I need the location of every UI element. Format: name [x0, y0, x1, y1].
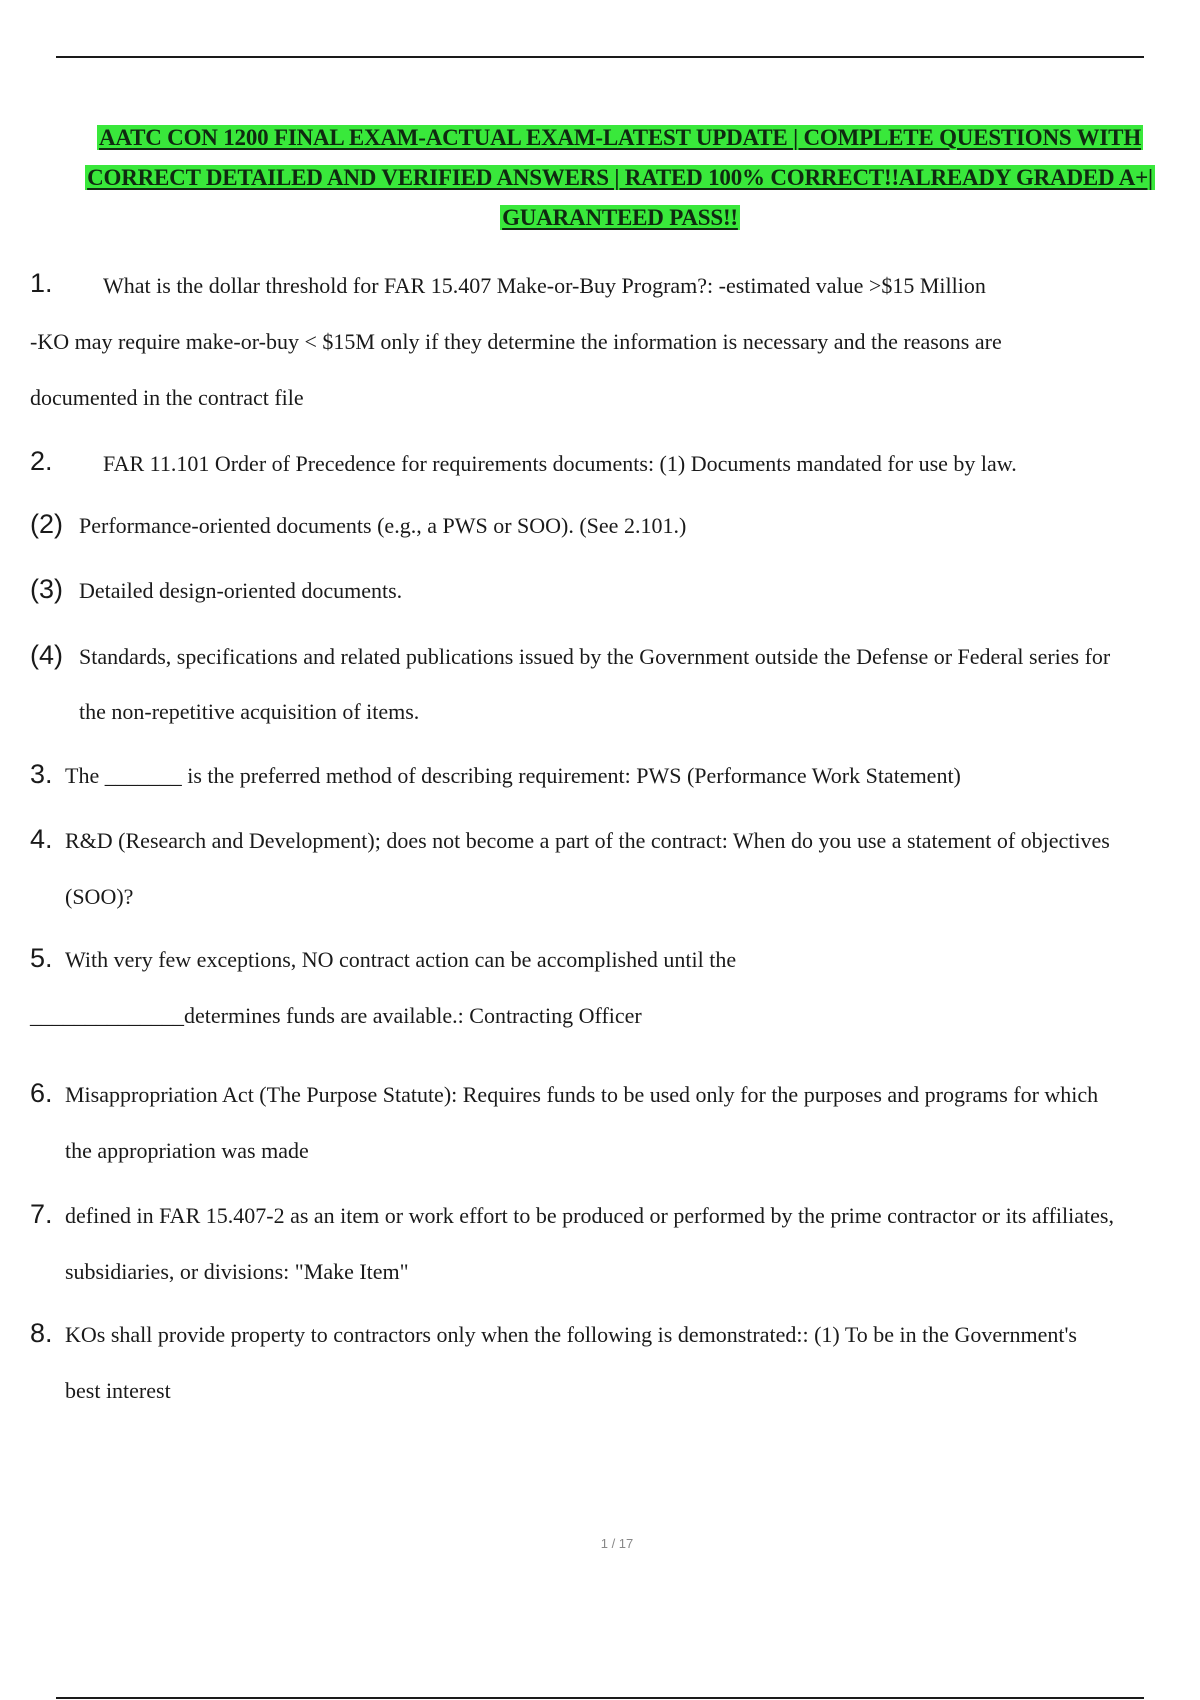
- question-text: documented in the contract file: [30, 385, 304, 410]
- question-number: 7.: [30, 1199, 53, 1229]
- question-number: 4.: [30, 824, 53, 854]
- question-text: What is the dollar threshold for FAR 15.407 Make-or-Buy Program?: -estimated value >$15 Million: [103, 273, 986, 298]
- title-line-1: AATC CON 1200 FINAL EXAM-ACTUAL EXAM-LATEST UPDATE | COMPLETE QUESTIONS WITH: [98, 125, 1142, 150]
- title-line-3: GUARANTEED PASS!!: [502, 205, 738, 230]
- question-text: ______________determines funds are available.: Contracting Officer: [30, 1003, 642, 1028]
- question-text: R&D (Research and Development); does not become a part of the contract: When do you use a statement of objectives: [65, 828, 1110, 853]
- subitem-text: Detailed design-oriented documents.: [79, 578, 403, 603]
- question-text: best interest: [65, 1378, 171, 1403]
- top-rule: [56, 56, 1144, 58]
- question-number: 8.: [30, 1318, 53, 1348]
- subitem-text: Performance-oriented documents (e.g., a PWS or SOO). (See 2.101.): [79, 513, 687, 538]
- question-text: The _______ is the preferred method of describing requirement: PWS (Performance Work Statement): [65, 763, 961, 788]
- question-text: With very few exceptions, NO contract action can be accomplished until the: [65, 947, 737, 972]
- subitem-label: (4): [30, 640, 63, 670]
- question-text: the appropriation was made: [65, 1138, 309, 1163]
- question-number: 6.: [30, 1078, 53, 1108]
- document-title: [30, 118, 1200, 238]
- page-indicator: 1 / 17: [600, 1536, 634, 1551]
- question-text: defined in FAR 15.407-2 as an item or work effort to be produced or performed by the prime contractor or its affiliates,: [65, 1203, 1114, 1228]
- subitem-label: (3): [30, 574, 63, 604]
- question-text: subsidiaries, or divisions: "Make Item": [65, 1259, 409, 1284]
- title-line-2: CORRECT DETAILED AND VERIFIED ANSWERS | RATED 100% CORRECT!!ALREADY GRADED A+|: [87, 165, 1153, 190]
- question-number: 5.: [30, 943, 53, 973]
- question-text: Misappropriation Act (The Purpose Statute): Requires funds to be used only for the purposes and programs for which: [65, 1082, 1099, 1107]
- question-text: KOs shall provide property to contractors only when the following is demonstrated:: (1) To be in the Government's: [65, 1322, 1077, 1347]
- question-number: 2.: [30, 446, 53, 476]
- subitem-text: the non-repetitive acquisition of items.: [79, 699, 420, 724]
- question-text: -KO may require make-or-buy < $15M only if they determine the information is necessary and the reasons are: [30, 329, 1002, 354]
- subitem-text: Standards, specifications and related publications issued by the Government outside the Defense or Federal series for: [79, 644, 1111, 669]
- subitem-label: (2): [30, 509, 63, 539]
- bottom-rule: [56, 1697, 1144, 1699]
- question-number: 1.: [30, 268, 53, 298]
- question-text: FAR 11.101 Order of Precedence for requirements documents: (1) Documents mandated for use by law.: [103, 451, 1017, 476]
- question-number: 3.: [30, 759, 53, 789]
- question-text: (SOO)?: [65, 884, 134, 909]
